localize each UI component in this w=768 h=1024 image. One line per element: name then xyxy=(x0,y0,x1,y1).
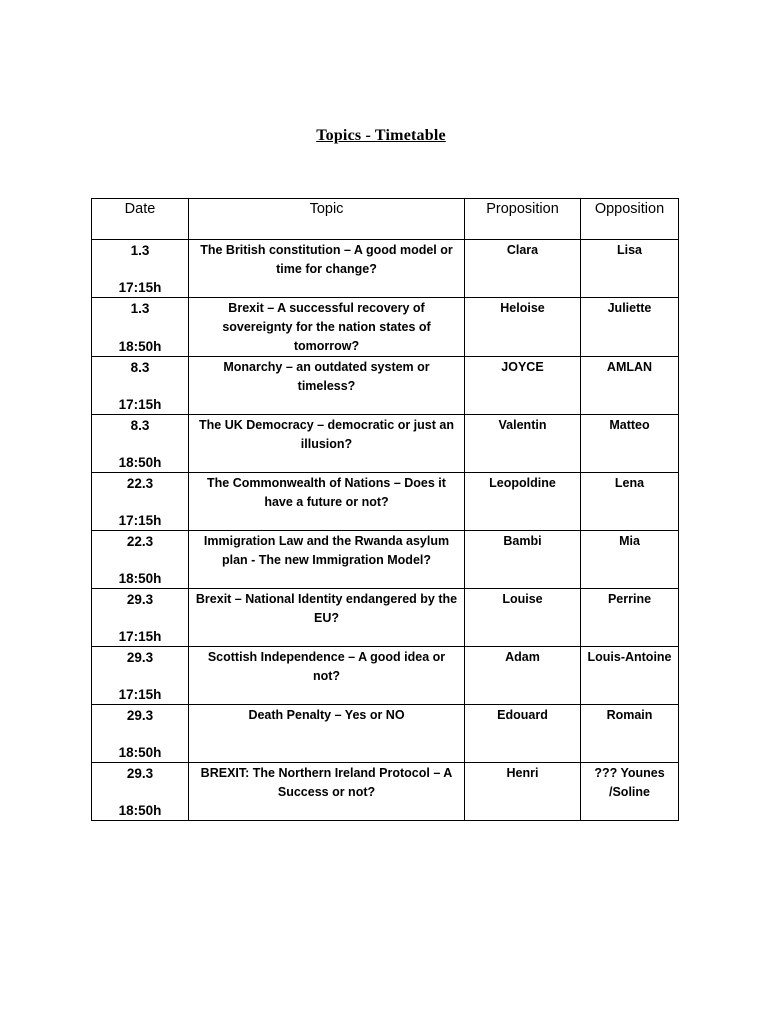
opposition-name: ??? Younes /Soline xyxy=(594,766,665,799)
opposition-cell xyxy=(581,705,679,763)
opposition-cell xyxy=(581,357,679,415)
proposition-name: Henri xyxy=(506,766,539,780)
table-row xyxy=(92,473,679,531)
opposition-name: Perrine xyxy=(607,592,652,606)
opposition-cell xyxy=(581,473,679,531)
opposition-name: Matteo xyxy=(609,418,650,432)
column-header-proposition: Proposition xyxy=(465,199,581,240)
date-cell xyxy=(92,357,189,415)
table-header-row xyxy=(92,199,679,240)
opposition-name: Louis-Antoine xyxy=(587,650,672,664)
session-date: 22.3 xyxy=(126,534,154,549)
topic-text: Scottish Independence – A good idea or not? xyxy=(207,650,446,683)
proposition-name: Bambi xyxy=(503,534,542,548)
proposition-cell xyxy=(465,240,581,298)
table-row xyxy=(92,763,679,821)
session-date: 22.3 xyxy=(126,476,154,491)
date-cell xyxy=(92,589,189,647)
topic-cell xyxy=(189,763,465,821)
topic-text: Immigration Law and the Rwanda asylum plan - The new Immigration Model? xyxy=(203,534,450,567)
proposition-name: Clara xyxy=(506,243,539,257)
table-row xyxy=(92,415,679,473)
opposition-name: Lisa xyxy=(616,243,642,257)
opposition-cell xyxy=(581,240,679,298)
opposition-cell xyxy=(581,531,679,589)
topic-cell xyxy=(189,240,465,298)
topic-cell xyxy=(189,298,465,357)
column-header-date: Date xyxy=(92,199,189,240)
opposition-name: Romain xyxy=(606,708,653,722)
date-cell xyxy=(92,647,189,705)
proposition-name: Adam xyxy=(505,650,540,664)
date-cell xyxy=(92,298,189,357)
table-row xyxy=(92,589,679,647)
proposition-cell xyxy=(465,647,581,705)
session-date: 29.3 xyxy=(126,766,154,781)
opposition-name: Juliette xyxy=(607,301,652,315)
session-date: 8.3 xyxy=(130,418,150,433)
opposition-name: AMLAN xyxy=(606,360,653,374)
opposition-name: Lena xyxy=(614,476,645,490)
session-time: 17:15h xyxy=(118,397,162,412)
proposition-cell xyxy=(465,705,581,763)
topic-text: The UK Democracy – democratic or just an illusion? xyxy=(199,418,454,451)
date-cell xyxy=(92,763,189,821)
opposition-name: Mia xyxy=(619,534,640,548)
topic-text: The Commonwealth of Nations – Does it have a future or not? xyxy=(207,476,446,509)
page-title: Topics - Timetable xyxy=(316,127,446,144)
topic-text: Brexit – A successful recovery of sovereignty for the nation states of tomorrow? xyxy=(222,301,431,353)
timetable xyxy=(91,198,679,821)
session-time: 18:50h xyxy=(118,745,162,760)
opposition-cell xyxy=(581,415,679,473)
date-cell xyxy=(92,415,189,473)
proposition-cell xyxy=(465,531,581,589)
opposition-cell xyxy=(581,298,679,357)
session-date: 29.3 xyxy=(126,592,154,607)
table-row xyxy=(92,647,679,705)
column-header-opposition: Opposition xyxy=(581,199,679,240)
topic-text: Monarchy – an outdated system or timeless? xyxy=(223,360,430,393)
session-date: 8.3 xyxy=(130,360,150,375)
topic-cell xyxy=(189,705,465,763)
proposition-name: Louise xyxy=(502,592,543,606)
session-time: 18:50h xyxy=(118,571,162,586)
date-cell xyxy=(92,705,189,763)
session-time: 18:50h xyxy=(118,803,162,818)
session-time: 18:50h xyxy=(118,455,162,470)
session-time: 18:50h xyxy=(118,339,162,354)
session-date: 29.3 xyxy=(126,650,154,665)
opposition-cell xyxy=(581,647,679,705)
proposition-cell xyxy=(465,298,581,357)
topic-cell xyxy=(189,589,465,647)
date-cell xyxy=(92,240,189,298)
proposition-name: Leopoldine xyxy=(489,476,556,490)
proposition-cell xyxy=(465,763,581,821)
topic-cell xyxy=(189,647,465,705)
opposition-cell xyxy=(581,589,679,647)
proposition-cell xyxy=(465,415,581,473)
table-row xyxy=(92,531,679,589)
topic-cell xyxy=(189,415,465,473)
proposition-name: Valentin xyxy=(498,418,547,432)
topic-cell xyxy=(189,357,465,415)
topic-text: Death Penalty – Yes or NO xyxy=(248,708,405,722)
table-row xyxy=(92,240,679,298)
proposition-name: JOYCE xyxy=(501,360,544,374)
session-time: 17:15h xyxy=(118,513,162,528)
session-time: 17:15h xyxy=(118,687,162,702)
session-time: 17:15h xyxy=(118,280,162,295)
table-row xyxy=(92,705,679,763)
session-date: 1.3 xyxy=(130,243,150,258)
topic-cell xyxy=(189,531,465,589)
table-row xyxy=(92,298,679,357)
session-date: 1.3 xyxy=(130,301,150,316)
proposition-name: Heloise xyxy=(500,301,545,315)
session-time: 17:15h xyxy=(118,629,162,644)
proposition-cell xyxy=(465,473,581,531)
session-date: 29.3 xyxy=(126,708,154,723)
topic-text: BREXIT: The Northern Ireland Protocol – A Success or not? xyxy=(200,766,453,799)
column-header-topic: Topic xyxy=(189,199,465,240)
proposition-name: Edouard xyxy=(497,708,548,722)
topic-text: The British constitution – A good model or time for change? xyxy=(200,243,453,276)
topic-text: Brexit – National Identity endangered by the EU? xyxy=(195,592,458,625)
date-cell xyxy=(92,473,189,531)
proposition-cell xyxy=(465,589,581,647)
topic-cell xyxy=(189,473,465,531)
opposition-cell xyxy=(581,763,679,821)
date-cell xyxy=(92,531,189,589)
table-row xyxy=(92,357,679,415)
proposition-cell xyxy=(465,357,581,415)
